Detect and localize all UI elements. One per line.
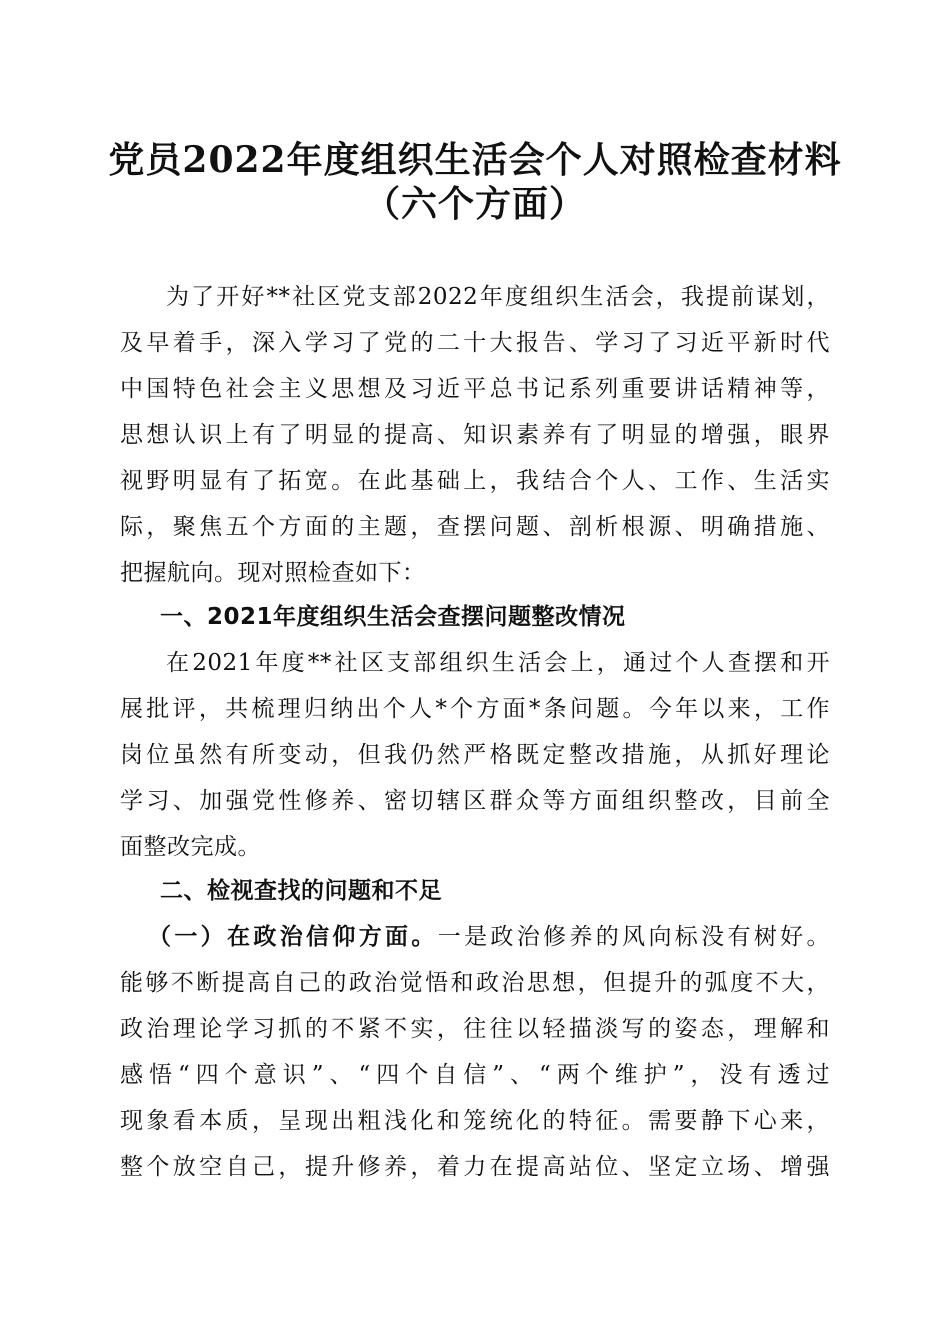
- section-2-line-1: 能够不断提高自己的政治觉悟和政治思想，但提升的弧度不大，: [120, 970, 830, 996]
- section-2-line-2: 政治理论学习抓的不紧不实，往往以轻描淡写的姿态，理解和: [120, 1016, 830, 1042]
- section-1-line-4: 学习、加强党性修养、密切辖区群众等方面组织整改，目前全: [120, 788, 830, 814]
- section-1-line-3: 岗位虽然有所变动，但我仍然严格既定整改措施，从抓好理论: [120, 742, 830, 768]
- section-1-heading: 一、2021年度组织生活会查摆问题整改情况: [160, 604, 626, 630]
- document-title-line-2: （六个方面）: [363, 183, 586, 225]
- section-2-line-3: 感悟“四个意识”、“四个自信”、“两个维护”，没有透过: [120, 1062, 830, 1088]
- intro-line-2: 及早着手，深入学习了党的二十大报告、学习了习近平新时代: [120, 330, 830, 356]
- intro-line-4: 思想认识上有了明显的提高、知识素养有了明显的增强，眼界: [120, 422, 830, 448]
- intro-line-7: 把握航向。现对照检查如下：: [120, 560, 426, 586]
- intro-line-6: 际，聚焦五个方面的主题，查摆问题、剖析根源、明确措施、: [120, 514, 830, 540]
- section-2-heading: 二、检视查找的问题和不足: [160, 878, 442, 904]
- section-1-line-2: 展批评，共梳理归纳出个人*个方面*条问题。今年以来，工作: [120, 696, 830, 722]
- section-2-subsection-text: 一是政治修养的风向标没有树好。: [437, 924, 831, 950]
- intro-line-3: 中国特色社会主义思想及习近平总书记系列重要讲话精神等，: [120, 376, 830, 402]
- section-2-line-4: 现象看本质，呈现出粗浅化和笼统化的特征。需要静下心来，: [120, 1108, 830, 1134]
- section-2-subsection-line: [148, 922, 830, 952]
- section-1-line-1: 在2021年度**社区支部组织生活会上，通过个人查摆和开: [166, 650, 830, 676]
- intro-line-1: 为了开好**社区党支部2022年度组织生活会，我提前谋划，: [166, 284, 830, 310]
- document-title-line-1: 党员2022年度组织生活会个人对照检查材料: [108, 139, 842, 181]
- section-2-subsection-label: （一）在政治信仰方面。: [148, 923, 438, 950]
- section-2-line-5: 整个放空自己，提升修养，着力在提高站位、坚定立场、增强: [120, 1154, 830, 1180]
- intro-line-5: 视野明显有了拓宽。在此基础上，我结合个人、工作、生活实: [120, 468, 830, 494]
- section-1-line-5: 面整改完成。: [120, 834, 261, 860]
